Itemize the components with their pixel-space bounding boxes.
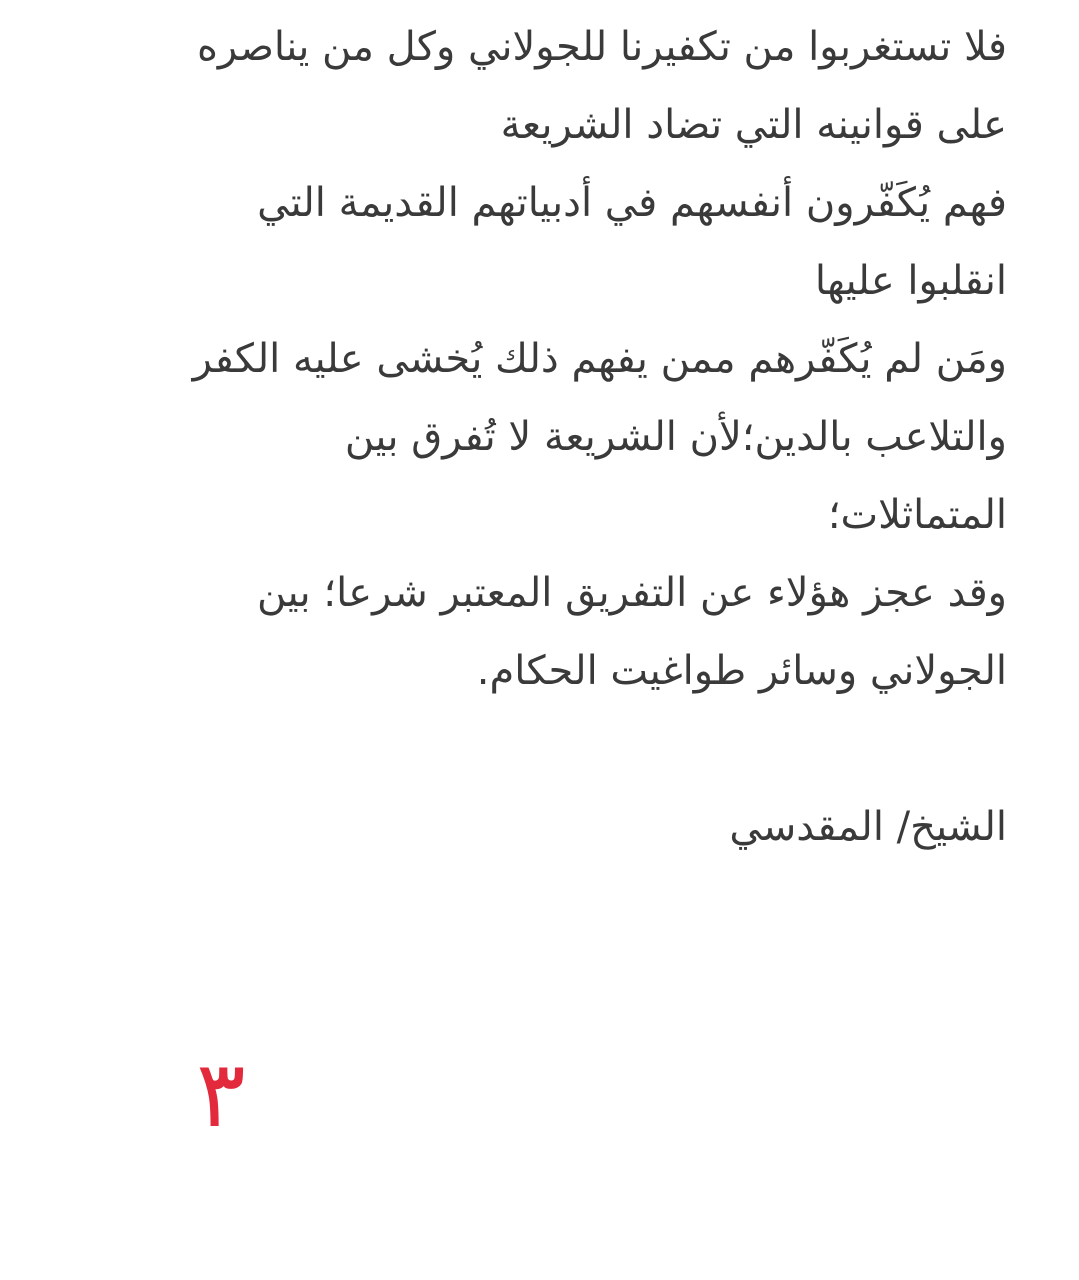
text-line: ومَن لم يُكَفّرهم ممن يفهم ذلك يُخشى عليه الكفر xyxy=(192,336,1007,382)
blank-line xyxy=(47,710,1007,788)
text-line: فلا تستغربوا من تكفيرنا للجولاني وكل من يناصره xyxy=(196,24,1007,70)
text-line: والتلاعب بالدين؛لأن الشريعة لا تُفرق بين xyxy=(344,414,1007,460)
text-line: انقلبوا عليها xyxy=(814,258,1007,304)
text-line: على قوانينه التي تضاد الشريعة xyxy=(500,102,1007,148)
signature: الشيخ/ المقدسي xyxy=(729,804,1007,850)
text-line: المتماثلات؛ xyxy=(827,492,1007,538)
text-line: الجولاني وسائر طواغيت الحكام. xyxy=(476,648,1007,694)
text-line: وقد عجز هؤلاء عن التفريق المعتبر شرعا؛ بين xyxy=(257,570,1007,616)
text-line: فهم يُكَفّرون أنفسهم في أدبياتهم القديمة التي xyxy=(257,180,1007,226)
document-text xyxy=(47,8,1007,866)
page-number: ٣ xyxy=(196,1041,246,1148)
